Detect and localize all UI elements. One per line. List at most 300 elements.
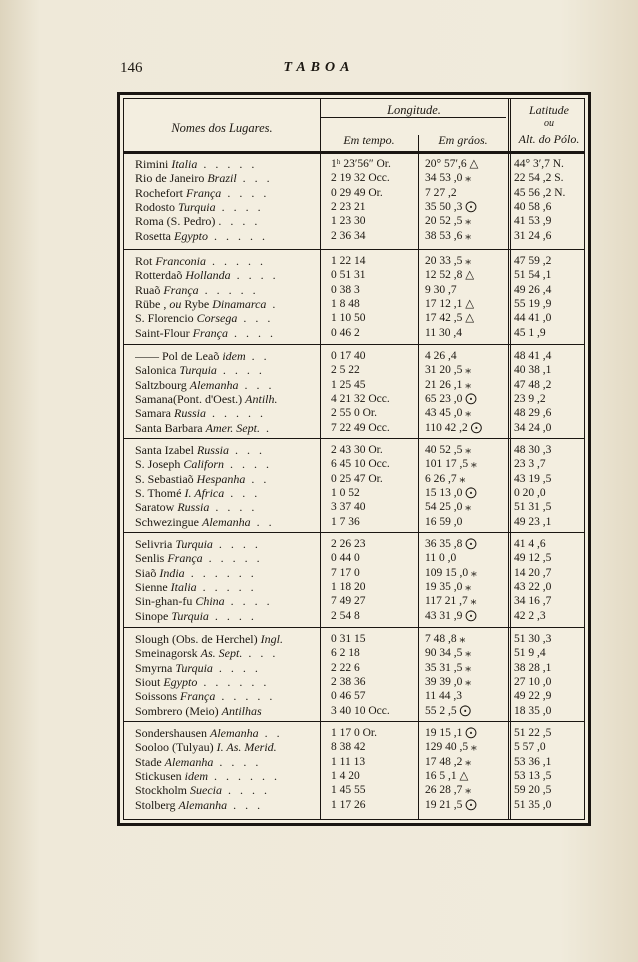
latitude-value: 18 35 ,0: [514, 704, 552, 717]
place-name-text: Slough (Obs. de Herchel): [135, 632, 261, 646]
place-name: [135, 769, 318, 783]
place-name: [135, 609, 318, 623]
table-row: [124, 726, 584, 740]
page-number: 146: [120, 60, 143, 76]
longitude-time: 1 18 20: [331, 580, 366, 593]
place-name-text: Samara: [135, 406, 174, 421]
leader-dots: . . . . . .: [197, 674, 270, 689]
table-row: [124, 200, 584, 214]
place-name-text: Stockholm: [135, 783, 191, 798]
place-name-text: Soissons: [135, 689, 181, 704]
place-country: Alemanha: [178, 797, 228, 812]
place-name: [135, 704, 318, 718]
table-row: [124, 609, 584, 623]
place-country: Egypto: [174, 228, 208, 243]
longitude-degrees: 11 44 ,3: [425, 690, 462, 703]
place-name: [135, 537, 318, 551]
latitude-value: 51 35 ,0: [514, 798, 552, 811]
place-name-text: S. Florencio: [135, 311, 197, 326]
place-country-secondary: Dinamarca: [212, 296, 267, 311]
table-row: [124, 157, 584, 171]
table-row: [124, 740, 584, 754]
table-row: [124, 689, 584, 703]
place-country: Corsega: [196, 311, 238, 326]
table-row: [124, 566, 584, 580]
latitude-value: 40 38 ,1: [514, 364, 552, 377]
longitude-time: 2 36 34: [331, 229, 366, 242]
latitude-value: 48 29 ,6: [514, 407, 552, 420]
longitude-degrees: 117 21 ,7 ⁎: [425, 595, 477, 608]
leader-dots: . . . .: [215, 199, 264, 214]
place-country: Alemanha: [201, 514, 251, 529]
place-name: [135, 632, 318, 646]
place-country: Italia: [170, 579, 197, 594]
place-country: França: [180, 689, 216, 704]
place-country: idem: [222, 349, 246, 363]
place-name-text: Santa Izabel: [135, 443, 197, 457]
table-row: [124, 551, 584, 565]
place-name: [135, 675, 318, 689]
table-row: [124, 457, 584, 471]
latitude-value: 53 36 ,1: [514, 755, 552, 768]
leader-dots: . .: [245, 471, 270, 486]
place-name: [135, 500, 318, 514]
place-name-text: Smyrna: [135, 660, 176, 675]
place-name: [135, 311, 318, 325]
place-name-text: Siaõ: [135, 565, 160, 580]
place-name: [135, 349, 318, 363]
table-row: [124, 186, 584, 200]
header-names: Nomes dos Lugares.: [171, 121, 273, 135]
place-country: I. As. Merid.: [216, 740, 277, 755]
place-name-text: Saratow: [135, 500, 178, 515]
table-row: [124, 297, 584, 311]
table-row: [124, 515, 584, 529]
leader-dots: . . . .: [213, 754, 262, 769]
place-country: Russia: [173, 406, 206, 421]
place-country: ou: [169, 296, 182, 311]
longitude-time: 1 11 13: [331, 755, 366, 768]
group-separator: [124, 249, 584, 250]
leader-dots: . . . .: [222, 783, 271, 798]
place-country: Turquia: [171, 608, 209, 623]
leader-dots: . . . .: [209, 500, 258, 515]
longitude-time: 0 51 31: [331, 269, 366, 282]
leader-dots: . . . . .: [208, 228, 268, 243]
longitude-time: 2 54 8: [331, 609, 360, 622]
place-name: [135, 486, 318, 500]
place-country: Alemanha: [210, 726, 259, 740]
latitude-value: 22 54 ,2 S.: [514, 172, 564, 185]
leader-dots: . . .: [228, 443, 265, 457]
place-name-extra: Rybe: [181, 296, 213, 311]
table-row: [124, 783, 584, 797]
header-em-graos: Em gráos.: [438, 133, 488, 147]
place-name: [135, 406, 318, 420]
latitude-value: 55 19 ,9: [514, 297, 552, 310]
table-row: [124, 537, 584, 551]
longitude-time: 3 37 40: [331, 501, 366, 514]
header-latitude: Latitude: [528, 103, 569, 117]
longitude-degrees: 20° 57′,6 △: [425, 158, 479, 170]
leader-dots: . . . .: [218, 214, 261, 229]
place-name-text: Samana(Pont. d'Oest.): [135, 391, 246, 406]
longitude-time: 6 45 10 Occ.: [331, 458, 390, 471]
latitude-value: 47 59 ,2: [514, 255, 552, 267]
longitude-degrees: 54 25 ,0 ⁎: [425, 501, 471, 514]
longitude-time: 1 8 48: [331, 297, 360, 310]
place-name-text: Sienne: [135, 579, 171, 594]
header-ou: ou: [544, 118, 554, 129]
place-name-text: Siout: [135, 674, 164, 689]
place-name-text: Sinope: [135, 608, 172, 623]
longitude-degrees: 55 2 ,5 ⨀: [425, 704, 471, 717]
place-name-text: Santa Barbara: [135, 420, 206, 435]
place-name: [135, 326, 318, 340]
latitude-value: 51 22 ,5: [514, 727, 552, 739]
leader-dots: . . .: [224, 485, 261, 500]
latitude-value: 44 41 ,0: [514, 312, 552, 325]
longitude-degrees: 90 34 ,5 ⁎: [425, 647, 471, 660]
longitude-time: 1ʰ 23′56″ Or.: [331, 158, 391, 170]
leader-dots: . . . .: [228, 325, 276, 340]
place-name: [135, 378, 318, 392]
place-name: [135, 755, 318, 769]
place-name-text: Schwezingue: [135, 514, 202, 529]
longitude-time: 8 38 42: [331, 741, 366, 754]
place-name: [135, 689, 318, 703]
place-country: Hollanda: [185, 268, 231, 283]
latitude-value: 49 23 ,1: [514, 515, 552, 528]
longitude-time: 2 19 32 Occ.: [331, 172, 390, 185]
table-row: [124, 349, 584, 363]
group-separator: [124, 344, 584, 345]
longitude-degrees: 43 45 ,0 ⁎: [425, 407, 471, 420]
place-country: As. Sept.: [200, 646, 243, 661]
latitude-value: 45 56 ,2 N.: [514, 186, 566, 199]
latitude-value: 5 57 ,0: [514, 741, 546, 754]
header-alt-polo: Alt. do Pólo.: [518, 132, 580, 146]
leader-dots: . . . . .: [202, 551, 263, 566]
latitude-value: 23 9 ,2: [514, 392, 546, 405]
table-row: [124, 704, 584, 718]
longitude-time: 0 46 2: [331, 326, 360, 339]
place-name-text: Rio de Janeiro: [135, 171, 208, 186]
table-row: [124, 326, 584, 340]
place-country: Antilhas: [221, 703, 262, 718]
running-title: TABOA: [283, 60, 355, 75]
table-row: [124, 268, 584, 282]
longitude-time: 6 2 18: [331, 647, 360, 660]
longitude-time: 1 0 52: [331, 486, 360, 499]
longitude-time: 7 17 0: [331, 566, 360, 579]
place-name-text: Roma (S. Pedro): [135, 214, 219, 229]
longitude-degrees: 19 15 ,1 ⨀: [425, 727, 477, 739]
latitude-value: 47 48 ,2: [514, 378, 552, 391]
leader-dots: . . . . . .: [208, 768, 280, 783]
group-separator: [124, 532, 584, 533]
place-country: Italia: [171, 157, 198, 171]
latitude-value: 49 12 ,5: [514, 552, 552, 565]
table-row: [124, 500, 584, 514]
place-name-text: Sombrero (Meio): [135, 703, 222, 718]
table-row: [124, 661, 584, 675]
latitude-value: 34 16 ,7: [514, 595, 552, 608]
longitude-time: 0 38 3: [331, 283, 360, 296]
leader-dots: . .: [258, 726, 283, 740]
table-row: [124, 632, 584, 646]
longitude-degrees: 11 0 ,0: [425, 552, 457, 565]
place-name-text: Saint-Flour: [135, 325, 193, 340]
longitude-degrees: 31 20 ,5 ⁎: [425, 364, 471, 377]
place-name: [135, 421, 318, 435]
table-row: [124, 472, 584, 486]
place-name-text: Sondershausen: [135, 726, 210, 740]
table-row: [124, 311, 584, 325]
leader-dots: . . . . .: [196, 579, 257, 594]
leader-dots: .: [259, 420, 272, 435]
place-name: [135, 594, 318, 608]
place-name-text: S. Thomé: [135, 485, 185, 500]
leader-dots: . . . . . .: [184, 565, 257, 580]
place-name-text: Smeinagorsk: [135, 646, 201, 661]
longitude-time: 1 45 55: [331, 784, 366, 797]
longitude-degrees: 9 30 ,7: [425, 283, 457, 296]
latitude-value: 27 10 ,0: [514, 675, 552, 688]
latitude-value: 40 58 ,6: [514, 200, 552, 213]
longitude-degrees: 17 42 ,5 △: [425, 312, 475, 325]
leader-dots: . . . . .: [197, 157, 258, 171]
latitude-value: 44° 3′,7 N.: [514, 158, 564, 170]
place-country: Russia: [177, 500, 210, 515]
latitude-value: 41 53 ,9: [514, 215, 552, 228]
longitude-degrees: 34 53 ,0 ⁎: [425, 172, 471, 185]
coordinates-table: [117, 92, 591, 826]
place-country: Antilh.: [245, 391, 278, 406]
place-name: [135, 551, 318, 565]
leader-dots: . . . . .: [215, 689, 276, 704]
place-country: Turquia: [175, 537, 213, 551]
leader-dots: . . .: [242, 646, 279, 661]
place-country: Turquia: [179, 363, 217, 378]
longitude-time: 1 25 45: [331, 378, 366, 391]
place-country: Brazil: [207, 171, 237, 186]
latitude-value: 53 13 ,5: [514, 769, 552, 782]
latitude-value: 31 24 ,6: [514, 229, 552, 242]
place-name: [135, 392, 318, 406]
longitude-degrees: 35 31 ,5 ⁎: [425, 661, 471, 674]
place-name-text: Stolberg: [135, 797, 179, 812]
longitude-time: 1 17 26: [331, 798, 366, 811]
leader-dots: . . .: [237, 311, 274, 326]
leader-dots: . . . . .: [206, 254, 267, 268]
place-name: [135, 783, 318, 797]
place-name: [135, 157, 318, 171]
longitude-degrees: 110 42 ,2 ⨀: [425, 421, 483, 434]
table-row: [124, 229, 584, 243]
place-country: India: [159, 565, 185, 580]
table-row: [124, 798, 584, 812]
place-country: idem: [184, 768, 208, 783]
place-name-text: Rot: [135, 254, 156, 268]
latitude-value: 51 9 ,4: [514, 647, 546, 660]
place-name-text: Stade: [135, 754, 165, 769]
place-name-text: Sooloo (Tulyau): [135, 740, 217, 755]
longitude-degrees: 129 40 ,5 ⁎: [425, 741, 477, 754]
place-country: França: [185, 185, 222, 200]
longitude-time: 2 38 36: [331, 675, 366, 688]
longitude-degrees: 109 15 ,0 ⁎: [425, 566, 477, 579]
leader-dots: . . . .: [224, 457, 273, 472]
table-row: [124, 283, 584, 297]
longitude-time: 0 25 47 Or.: [331, 472, 383, 485]
latitude-value: 49 22 ,9: [514, 690, 552, 703]
place-country: Hespanha: [196, 471, 246, 486]
place-name-text: Selivria: [135, 537, 176, 551]
place-name-text: Sin-ghan-fu: [135, 594, 196, 609]
place-country: Franconia: [155, 254, 207, 268]
table-row: [124, 443, 584, 457]
place-country: Alemanha: [164, 754, 214, 769]
place-country: França: [163, 282, 199, 297]
place-country: Turquia: [175, 660, 213, 675]
place-name-text: Senlis: [135, 551, 168, 566]
latitude-value: 38 28 ,1: [514, 661, 552, 674]
longitude-time: 1 17 0 Or.: [331, 727, 377, 739]
longitude-time: 1 22 14: [331, 255, 366, 267]
latitude-value: 43 19 ,5: [514, 472, 552, 485]
place-name: [135, 798, 318, 812]
latitude-value: 34 24 ,0: [514, 421, 552, 434]
longitude-degrees: 38 53 ,6 ⁎: [425, 229, 471, 242]
longitude-degrees: 43 31 ,9 ⨀: [425, 609, 477, 622]
place-country: Alemanha: [189, 377, 239, 392]
place-name: [135, 200, 318, 214]
place-country: França: [167, 551, 203, 566]
table-row: [124, 421, 584, 435]
leader-dots: . . . .: [221, 185, 270, 200]
longitude-time: 3 40 10 Occ.: [331, 704, 390, 717]
place-country: Egypto: [163, 674, 198, 689]
longitude-time: 2 26 23: [331, 538, 366, 550]
leader-dots: . . . . .: [206, 406, 266, 421]
table-row: [124, 406, 584, 420]
latitude-value: 48 41 ,4: [514, 350, 552, 362]
place-country: França: [192, 325, 228, 340]
leader-dots: . . . .: [208, 608, 257, 623]
place-name-text: Saltzbourg: [135, 377, 190, 392]
table-row: [124, 214, 584, 228]
longitude-degrees: 6 26 ,7 ⁎: [425, 472, 466, 485]
place-name: [135, 254, 318, 268]
place-name: [135, 740, 318, 754]
longitude-degrees: 101 17 ,5 ⁎: [425, 458, 477, 471]
longitude-degrees: 11 30 ,4: [425, 326, 462, 339]
place-name: [135, 726, 318, 740]
longitude-degrees: 4 26 ,4: [425, 350, 457, 362]
longitude-degrees: 19 35 ,0 ⁎: [425, 580, 471, 593]
longitude-time: 4 21 32 Occ.: [331, 392, 390, 405]
group-separator: [124, 438, 584, 439]
place-country: Turquia: [178, 199, 216, 214]
longitude-degrees: 7 48 ,8 ⁎: [425, 633, 466, 645]
latitude-value: 43 22 ,0: [514, 580, 552, 593]
longitude-degrees: 21 26 ,1 ⁎: [425, 378, 471, 391]
header-longitude: Longitude.: [387, 103, 441, 117]
place-name: [135, 186, 318, 200]
longitude-degrees: 65 23 ,0 ⨀: [425, 392, 477, 405]
leader-dots: . . . . .: [198, 282, 259, 297]
place-name-text: Rotterdaõ: [135, 268, 186, 283]
header-rule-bottom: [124, 151, 584, 154]
leader-dots: .: [266, 296, 279, 311]
latitude-value: 49 26 ,4: [514, 283, 552, 296]
place-country: I. Africa: [184, 485, 225, 500]
longitude-degrees: 20 52 ,5 ⁎: [425, 215, 471, 228]
place-name: [135, 472, 318, 486]
latitude-value: 51 30 ,3: [514, 633, 552, 645]
table-row: [124, 392, 584, 406]
latitude-value: 48 30 ,3: [514, 444, 552, 456]
longitude-time: 1 10 50: [331, 312, 366, 325]
table-row: [124, 254, 584, 268]
header-em-tempo: Em tempo.: [343, 133, 395, 147]
place-name: [135, 580, 318, 594]
latitude-value: 51 31 ,5: [514, 501, 552, 514]
table-row: [124, 378, 584, 392]
longitude-degrees: 17 12 ,1 △: [425, 297, 475, 310]
place-country: Suecia: [190, 783, 223, 798]
longitude-degrees: 7 27 ,2: [425, 186, 457, 199]
longitude-time: 2 55 0 Or.: [331, 407, 377, 420]
longitude-time: 0 29 49 Or.: [331, 186, 383, 199]
latitude-value: 0 20 ,0: [514, 486, 546, 499]
latitude-value: 41 4 ,6: [514, 538, 546, 550]
longitude-degrees: 36 35 ,8 ⨀: [425, 538, 477, 550]
longitude-time: 1 23 30: [331, 215, 366, 228]
place-name: [135, 646, 318, 660]
longitude-degrees: 26 28 ,7 ⁎: [425, 784, 471, 797]
latitude-value: 51 54 ,1: [514, 269, 552, 282]
place-name-text: Ruaõ: [135, 282, 164, 297]
leader-dots: . .: [250, 514, 275, 529]
leader-dots: . .: [245, 349, 270, 363]
longitude-degrees: 15 13 ,0 ⨀: [425, 486, 477, 499]
longitude-time: 1 7 36: [331, 515, 360, 528]
place-name-text: Rochefort: [135, 185, 186, 200]
table-row: [124, 486, 584, 500]
place-name-text: —— Pol de Leaõ: [135, 349, 223, 363]
place-name: [135, 283, 318, 297]
place-country: China: [195, 594, 225, 609]
table-row: [124, 646, 584, 660]
latitude-value: 42 2 ,3: [514, 609, 546, 622]
place-name-text: Rodosto: [135, 199, 179, 214]
group-separator: [124, 627, 584, 628]
place-name-text: Rosetta: [135, 228, 174, 243]
longitude-time: 7 49 27: [331, 595, 366, 608]
place-name: [135, 363, 318, 377]
place-name: [135, 443, 318, 457]
longitude-degrees: 19 21 ,5 ⨀: [425, 798, 477, 811]
table-row: [124, 594, 584, 608]
leader-dots: . . .: [227, 797, 264, 812]
table-inner-border: [123, 98, 585, 820]
leader-dots: . . . .: [212, 537, 261, 551]
longitude-degrees: 16 5 ,1 △: [425, 769, 469, 782]
table-row: [124, 580, 584, 594]
place-name: [135, 229, 318, 243]
